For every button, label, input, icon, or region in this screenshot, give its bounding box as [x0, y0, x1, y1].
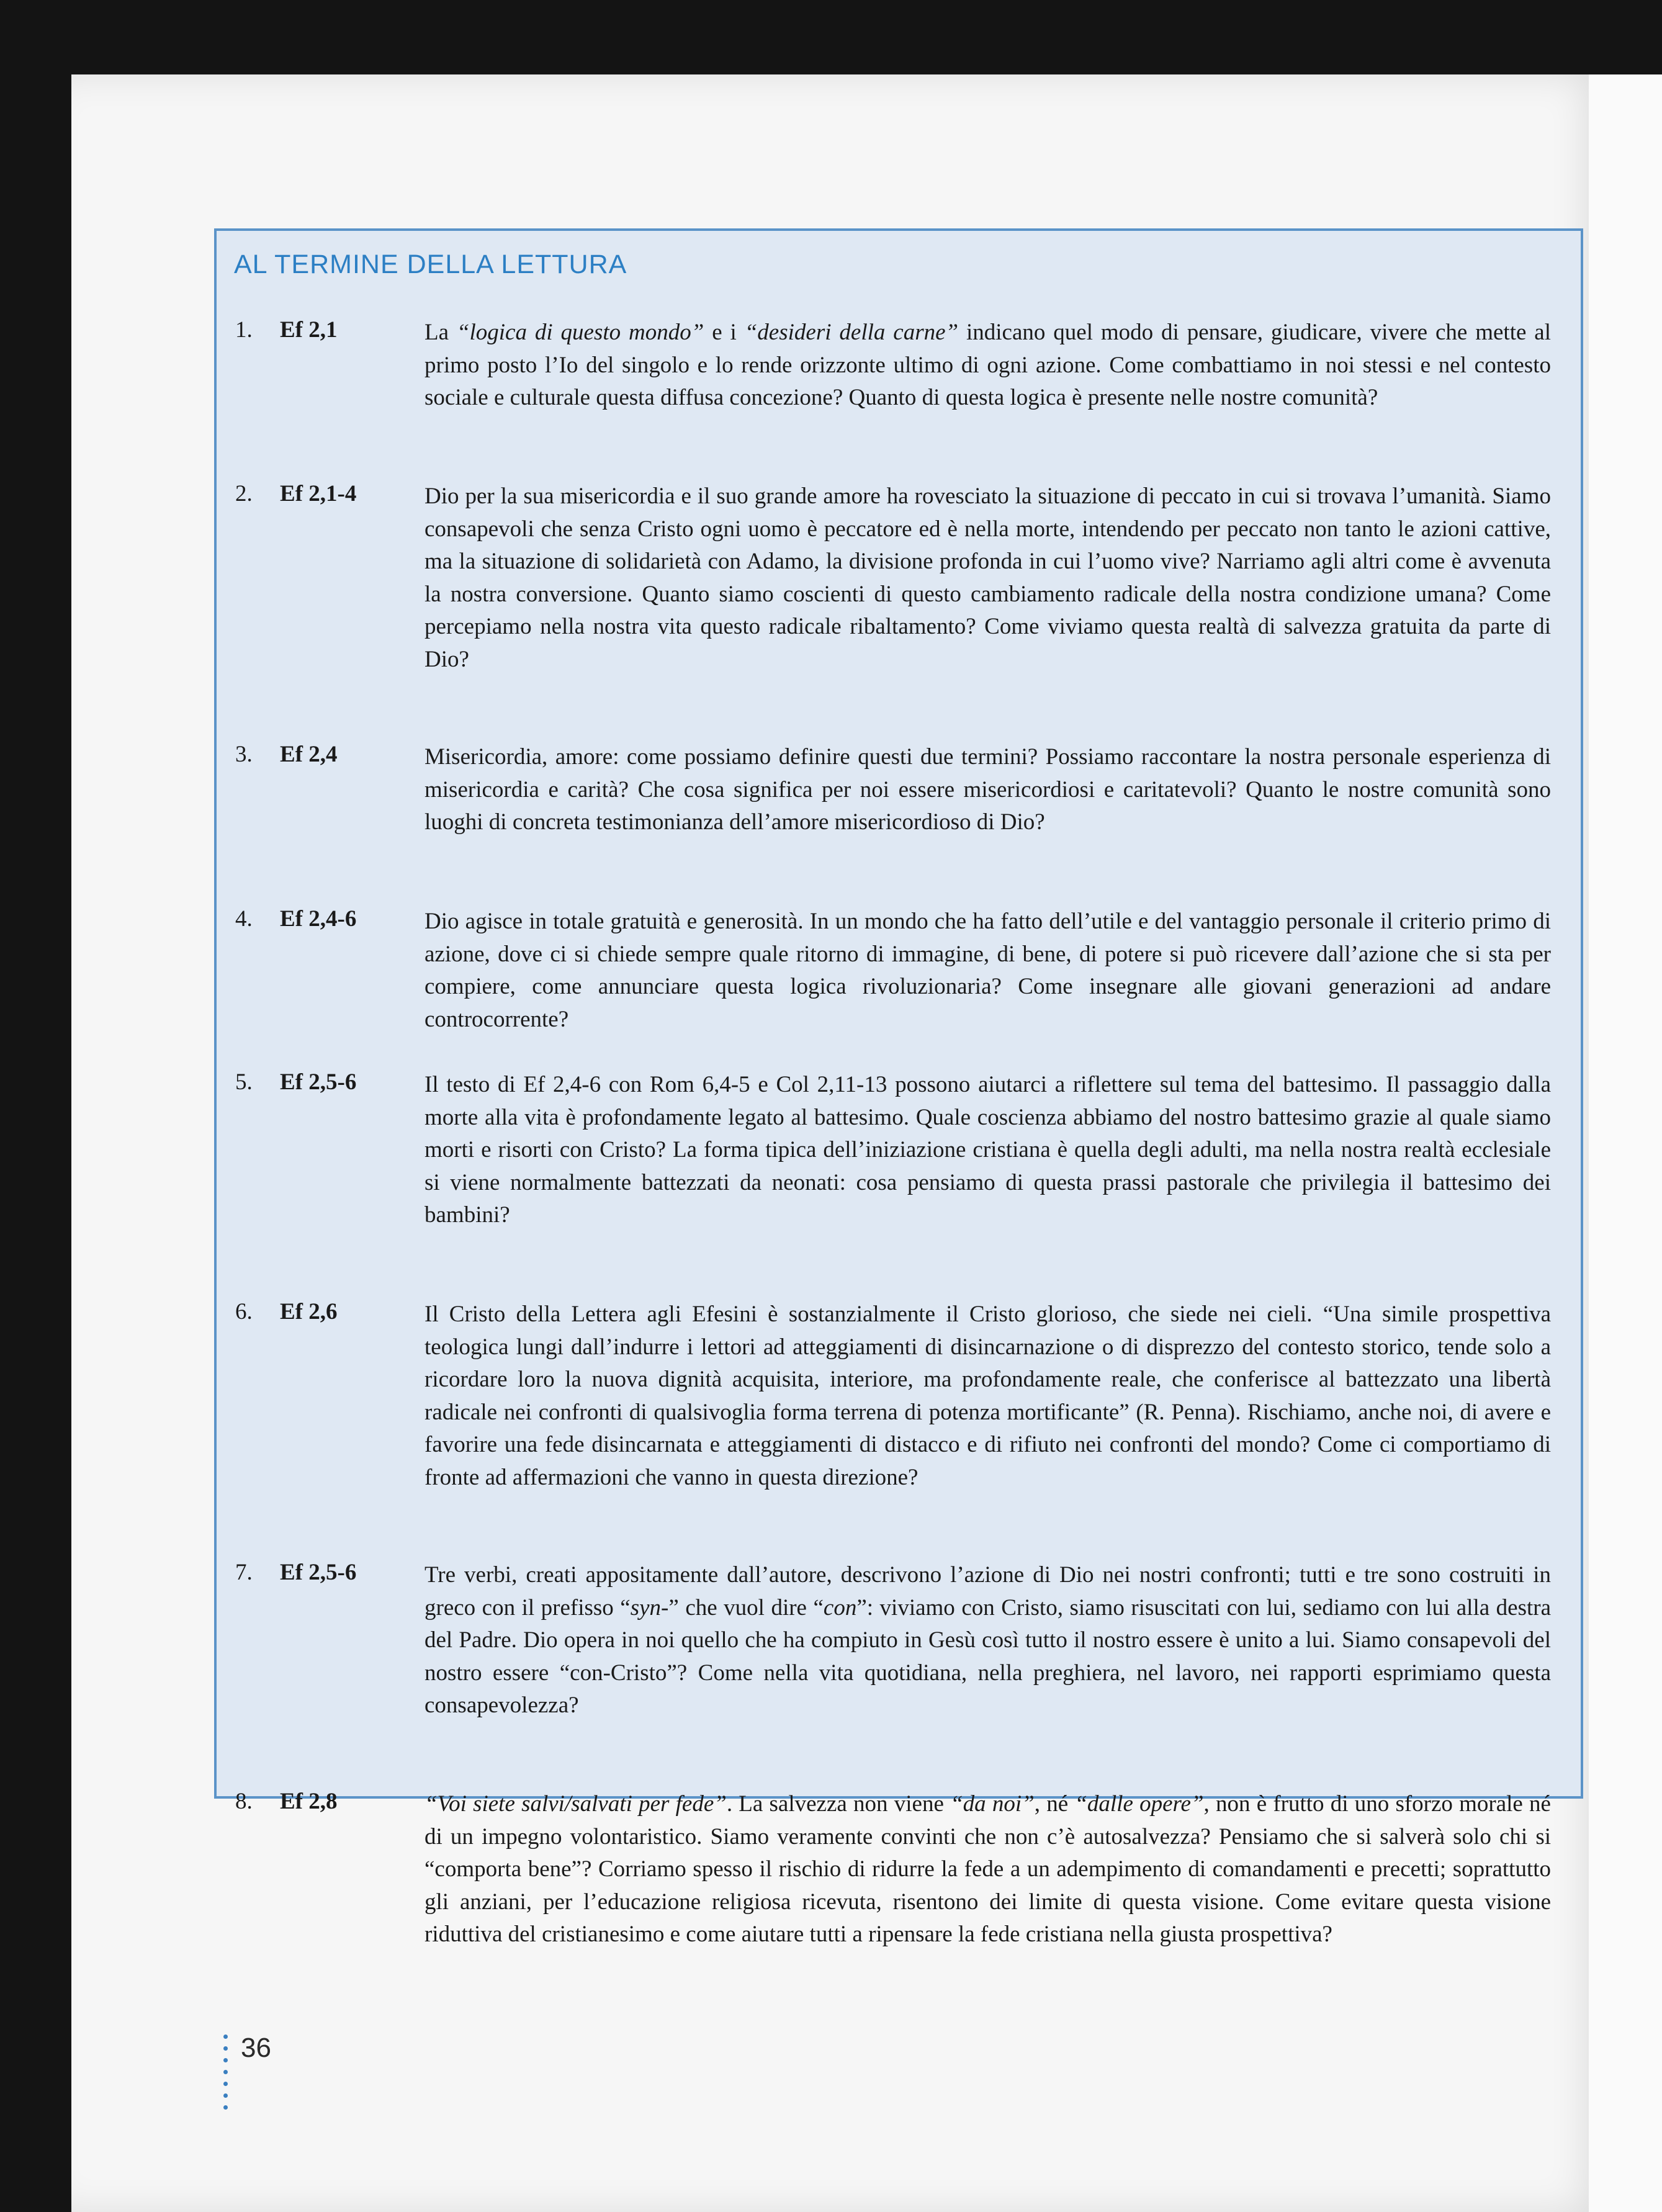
reading-questions-box [214, 228, 1583, 1947]
question-reference: Ef 2,1-4 [280, 481, 357, 506]
question-number: 7. [235, 1560, 253, 1585]
question-text [424, 1559, 1551, 1722]
question-text [424, 1788, 1551, 1951]
text-run: Tre verbi, creati appositamente dall’autore, descrivono l’azione di Dio nei nostri confronti; tutti e tre sono costruiti in greco con il prefisso “ [424, 1562, 1551, 1621]
text-run: La [424, 320, 457, 345]
question-reference: Ef 2,5-6 [280, 1069, 357, 1095]
question-text [424, 906, 1551, 1036]
question-number: 5. [235, 1069, 253, 1095]
text-run: e i [704, 320, 745, 345]
italic-run: syn- [630, 1594, 669, 1621]
question-number: 1. [235, 317, 253, 343]
question-text [424, 317, 1551, 415]
text-run: Misericordia, amore: come possiamo definire questi due termini? Possiamo raccontare la nostra personale esperienza di misericordia e carità? Che cosa significa per noi essere misericordiosi e caritatevoli? Quanto le nostre comunità sono luoghi di concreta testimonianza dell’amore misericordioso di Dio? [424, 744, 1551, 835]
question-text [424, 480, 1551, 676]
question-reference: Ef 2,8 [280, 1789, 338, 1814]
text-run: , non è frutto di uno sforzo morale né di un impegno volontaristico. Siamo veramente convinti che non c’è autosalvezza? Pensiamo che si salverà solo chi si “comporta bene”? Corriamo spesso il rischio di ridurre la fede a un adempimento di comandamenti e precetti; soprattutto gli anziani, per l’educazione religiosa ricevuta, risentono dei limite di questa visione. Come evitare questa visione riduttiva del cristianesimo e come aiutare tutti a ripensare la fede cristiana nella giusta prospettiva? [424, 1791, 1551, 1947]
italic-run: “desideri della carne” [744, 320, 959, 345]
question-number: 4. [235, 906, 253, 932]
question-reference: Ef 2,4 [280, 742, 338, 767]
italic-run: “da noi” [950, 1791, 1035, 1817]
question-text [424, 1298, 1551, 1494]
question-number: 8. [235, 1789, 253, 1814]
italic-run: “logica di questo mondo” [456, 320, 704, 345]
italic-run: “Voi siete salvi/salvati per fede” [424, 1791, 727, 1817]
box-title: AL TERMINE DELLA LETTURA [234, 250, 627, 279]
page-number-dots [223, 2034, 228, 2131]
question-text [424, 1069, 1551, 1232]
text-run: indicano quel modo di pensare, giudicare, vivere che mette al primo posto l’Io del singolo e lo rende orizzonte ultimo di ogni azione. Come combattiamo in noi stessi e nel contesto sociale e culturale questa diffusa concezione? Quanto di questa logica è presente nelle nostre comunità? [424, 320, 1552, 410]
question-reference: Ef 2,5-6 [280, 1560, 357, 1585]
question-number: 3. [235, 742, 253, 767]
question-number: 6. [235, 1299, 253, 1324]
question-reference: Ef 2,4-6 [280, 906, 357, 932]
text-run: Il testo di Ef 2,4-6 con Rom 6,4-5 e Col 2,11-13 possono aiutarci a riflettere sul tema del battesimo. Il passaggio dalla morte alla vita è profondamente legato al battesimo. Quale coscienza abbiamo del nostro battesimo grazie al quale siamo morti e risorti con Cristo? La forma tipica dell’iniziazione cristiana è quella degli adulti, ma nella nostra realtà ecclesiale si viene normalmente battezzati da neonati: cosa pensiamo di questa prassi pastorale che privilegia il battesimo dei bambini? [424, 1072, 1551, 1228]
page-number: 36 [241, 2033, 271, 2063]
text-run: Dio agisce in totale gratuità e generosità. In un mondo che ha fatto dell’utile e del vantaggio personale il criterio primo di azione, dove ci si chiede sempre quale ritorno di immagine, di bene, di potere si può ricevere dall’azione che si sta per compiere, come annunciare questa logica rivoluzionaria? Come insegnare alle giovani generazioni ad andare controcorrente? [424, 909, 1551, 1032]
page-edge [1589, 74, 1662, 2212]
text-run: Dio per la sua misericordia e il suo grande amore ha rovesciato la situazione di peccato in cui si trovava l’umanità. Siamo consapevoli che senza Cristo ogni uomo è peccatore ed è nella morte, intendendo per peccato non tanto le azioni cattive, ma la situazione di solidarietà con Adamo, la divisione profonda in cui l’uomo vive? Narriamo agli altri come è avvenuta la nostra conversione. Quanto siamo coscienti di questo cambiamento radicale della nostra condizione umana? Come percepiamo nella nostra vita questo radicale ribaltamento? Come viviamo questa realtà di salvezza gratuita da parte di Dio? [424, 483, 1551, 672]
question-number: 2. [235, 481, 253, 506]
question-reference: Ef 2,1 [280, 317, 338, 343]
text-run: , né [1034, 1791, 1075, 1817]
text-run: . La salvezza non viene [726, 1791, 951, 1817]
italic-run: “dalle opere” [1074, 1791, 1204, 1817]
text-run: Il Cristo della Lettera agli Efesini è sostanzialmente il Cristo glorioso, che siede nei cieli. “Una simile prospettiva teologica lungi dall’indurre i lettori ad atteggiamenti di disincarnazione o di disprezzo del contesto storico, tende solo a ricordare loro la nuova dignità acquisita, interiore, ma profondamente reale, che conferisce al battezzato una libertà radicale nei confronti di qualsivoglia forma terrena di potenza mortificante” (R. Penna). Rischiamo, anche noi, di avere e favorire una fede disincarnata e atteggiamenti di distacco e di rifiuto nei confronti del mondo? Come ci comportiamo di fronte ad affermazioni che vanno in questa direzione? [424, 1302, 1551, 1490]
question-text [424, 741, 1551, 839]
italic-run: con [823, 1594, 857, 1621]
question-reference: Ef 2,6 [280, 1299, 338, 1324]
text-run: ” che vuol dire “ [668, 1594, 824, 1621]
text-run: ”: viviamo con Cristo, siamo risuscitati con lui, sediamo con lui alla destra del Padre. Dio opera in noi quello che ha compiuto in Gesù così tutto il nostro essere è unito a lui. Siamo consapevoli del nostro essere “con-Cristo”? Come nella vita quotidiana, nella preghiera, nel lavoro, nei rapporti esprimiamo questa consapevolezza? [424, 1594, 1551, 1718]
